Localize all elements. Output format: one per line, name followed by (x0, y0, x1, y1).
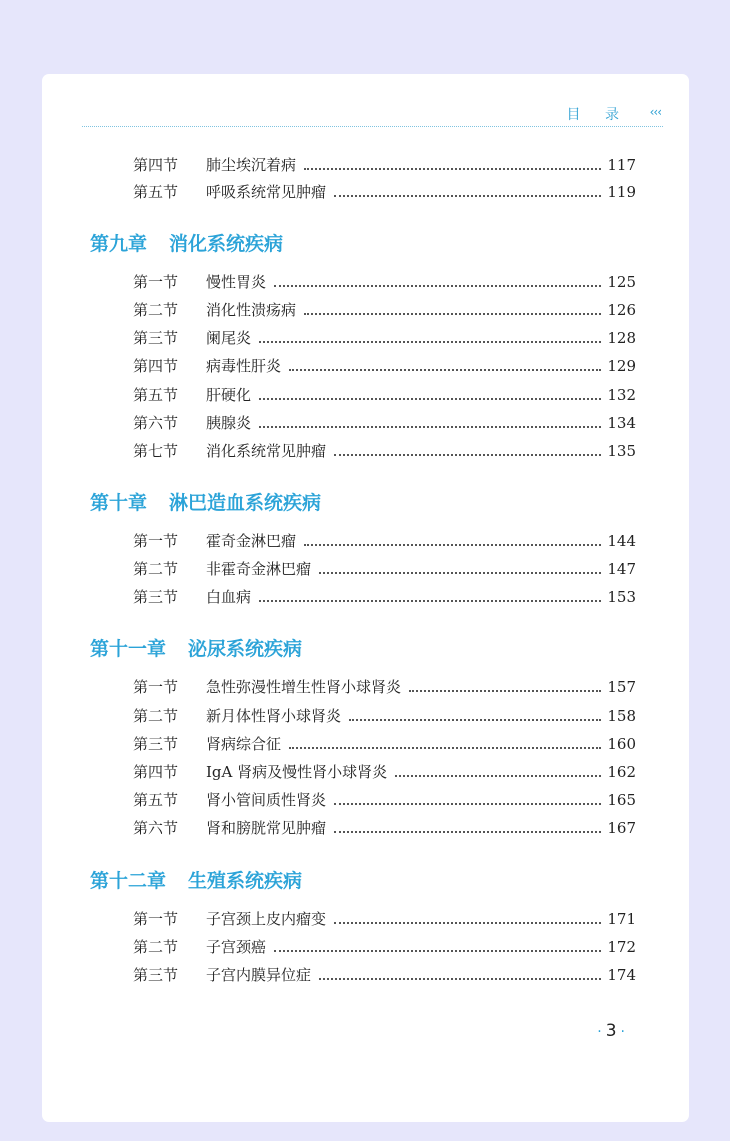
section-page-number: 144 (607, 532, 636, 550)
dot-leader (334, 922, 601, 924)
toc-entry[interactable] (133, 154, 636, 176)
section-number: 第二节 (133, 301, 179, 319)
toc-entry[interactable] (133, 817, 636, 839)
dot-leader (289, 369, 601, 371)
section-title: 肾小管间质性肾炎 (206, 791, 327, 809)
section-page-number: 117 (607, 156, 636, 174)
section-title: 新月体性肾小球肾炎 (206, 707, 342, 725)
page-header (82, 102, 663, 127)
dot-leader (304, 313, 601, 315)
section-number: 第五节 (133, 183, 179, 201)
section-page-number: 134 (607, 414, 636, 432)
section-page-number: 119 (607, 183, 636, 201)
section-title: 肝硬化 (206, 386, 252, 404)
dot-leader (395, 775, 601, 777)
toc-entry[interactable] (133, 271, 636, 293)
section-number: 第一节 (133, 678, 179, 696)
chapter-heading[interactable] (90, 488, 321, 516)
section-number: 第三节 (133, 329, 179, 347)
section-title: 白血病 (206, 588, 252, 606)
dot-leader (334, 831, 601, 833)
section-title: 慢性胃炎 (206, 273, 267, 291)
footer-dot-left: · (597, 1024, 602, 1040)
section-title: 子宫颈癌 (206, 938, 267, 956)
section-page-number: 135 (607, 442, 636, 460)
section-number: 第四节 (133, 156, 179, 174)
toc-entry[interactable] (133, 761, 636, 783)
toc-entry[interactable] (133, 181, 636, 203)
chapter-heading[interactable] (90, 229, 283, 257)
section-title: 肾和膀胱常见肿瘤 (206, 819, 327, 837)
section-number: 第五节 (133, 386, 179, 404)
dot-leader (259, 398, 601, 400)
section-number: 第二节 (133, 560, 179, 578)
chapter-title: 生殖系统疾病 (188, 870, 303, 892)
section-page-number: 160 (607, 735, 636, 753)
dot-leader (319, 572, 601, 574)
section-title: 非霍奇金淋巴瘤 (206, 560, 312, 578)
chevron-left-icon: ‹‹‹ (649, 105, 661, 119)
section-page-number: 157 (607, 678, 636, 696)
section-number: 第一节 (133, 910, 179, 928)
dot-leader (259, 426, 601, 428)
toc-entry[interactable] (133, 705, 636, 727)
chapter-title: 淋巴造血系统疾病 (169, 492, 322, 514)
chapter-title: 消化系统疾病 (169, 233, 284, 255)
section-page-number: 128 (607, 329, 636, 347)
toc-entry[interactable] (133, 299, 636, 321)
section-page-number: 162 (607, 763, 636, 781)
dot-leader (409, 690, 601, 692)
section-number: 第四节 (133, 357, 179, 375)
chapter-number: 第十一章 (90, 638, 167, 660)
section-title: 肺尘埃沉着病 (206, 156, 297, 174)
book-page (42, 74, 689, 1122)
section-page-number: 158 (607, 707, 636, 725)
section-page-number: 165 (607, 791, 636, 809)
section-title: 呼吸系统常见肿瘤 (206, 183, 327, 201)
section-number: 第二节 (133, 938, 179, 956)
section-number: 第三节 (133, 735, 179, 753)
dot-leader (274, 950, 601, 952)
dot-leader (349, 719, 601, 721)
dot-leader (289, 747, 601, 749)
dot-leader (304, 544, 601, 546)
section-number: 第七节 (133, 442, 179, 460)
section-number: 第三节 (133, 966, 179, 984)
toc-entry[interactable] (133, 355, 636, 377)
section-page-number: 126 (607, 301, 636, 319)
section-title: 胰腺炎 (206, 414, 252, 432)
dot-leader (259, 341, 601, 343)
section-number: 第一节 (133, 532, 179, 550)
section-number: 第六节 (133, 819, 179, 837)
section-title: 消化系统常见肿瘤 (206, 442, 327, 460)
section-page-number: 171 (607, 910, 636, 928)
section-page-number: 174 (607, 966, 636, 984)
chapter-title: 泌尿系统疾病 (188, 638, 303, 660)
section-title: 病毒性肝炎 (206, 357, 282, 375)
section-number: 第一节 (133, 273, 179, 291)
toc-entry[interactable] (133, 440, 636, 462)
section-number: 第四节 (133, 763, 179, 781)
section-number: 第六节 (133, 414, 179, 432)
toc-entry[interactable] (133, 908, 636, 930)
section-page-number: 172 (607, 938, 636, 956)
toc-entry[interactable] (133, 676, 636, 698)
section-title: 肾病综合征 (206, 735, 282, 753)
toc-entry[interactable] (133, 586, 636, 608)
page-number-value: 3 (605, 1021, 617, 1041)
section-number: 第三节 (133, 588, 179, 606)
section-page-number: 167 (607, 819, 636, 837)
section-title: 消化性溃疡病 (206, 301, 297, 319)
section-page-number: 147 (607, 560, 636, 578)
chapter-heading[interactable] (90, 866, 302, 894)
section-title: 霍奇金淋巴瘤 (206, 532, 297, 550)
section-page-number: 153 (607, 588, 636, 606)
toc-entry[interactable] (133, 964, 636, 986)
toc-entry[interactable] (133, 733, 636, 755)
dot-leader (274, 285, 601, 287)
dot-leader (319, 978, 601, 980)
dot-leader (334, 195, 601, 197)
dot-leader (334, 803, 601, 805)
toc-entry[interactable] (133, 384, 636, 406)
toc-entry[interactable] (133, 789, 636, 811)
dot-leader (304, 168, 601, 170)
chapter-number: 第十二章 (90, 870, 167, 892)
section-number: 第二节 (133, 707, 179, 725)
page-number (593, 1021, 629, 1041)
header-title: 目 录 (566, 107, 629, 123)
chapter-number: 第九章 (90, 233, 148, 255)
toc-entry[interactable] (133, 530, 636, 552)
section-page-number: 125 (607, 273, 636, 291)
toc-entry[interactable] (133, 327, 636, 349)
section-number: 第五节 (133, 791, 179, 809)
section-title: 阑尾炎 (206, 329, 252, 347)
section-title: 子宫内膜异位症 (206, 966, 312, 984)
section-title: 子宫颈上皮内瘤变 (206, 910, 327, 928)
dot-leader (259, 600, 601, 602)
chapter-heading[interactable] (90, 634, 302, 662)
section-title: 急性弥漫性增生性肾小球肾炎 (206, 678, 402, 696)
section-page-number: 129 (607, 357, 636, 375)
footer-dot-right: · (620, 1024, 625, 1040)
toc-entry[interactable] (133, 558, 636, 580)
toc-entry[interactable] (133, 936, 636, 958)
toc-entry[interactable] (133, 412, 636, 434)
dot-leader (334, 454, 601, 456)
chapter-number: 第十章 (90, 492, 148, 514)
section-page-number: 132 (607, 386, 636, 404)
section-title: IgA 肾病及慢性肾小球肾炎 (206, 763, 388, 781)
